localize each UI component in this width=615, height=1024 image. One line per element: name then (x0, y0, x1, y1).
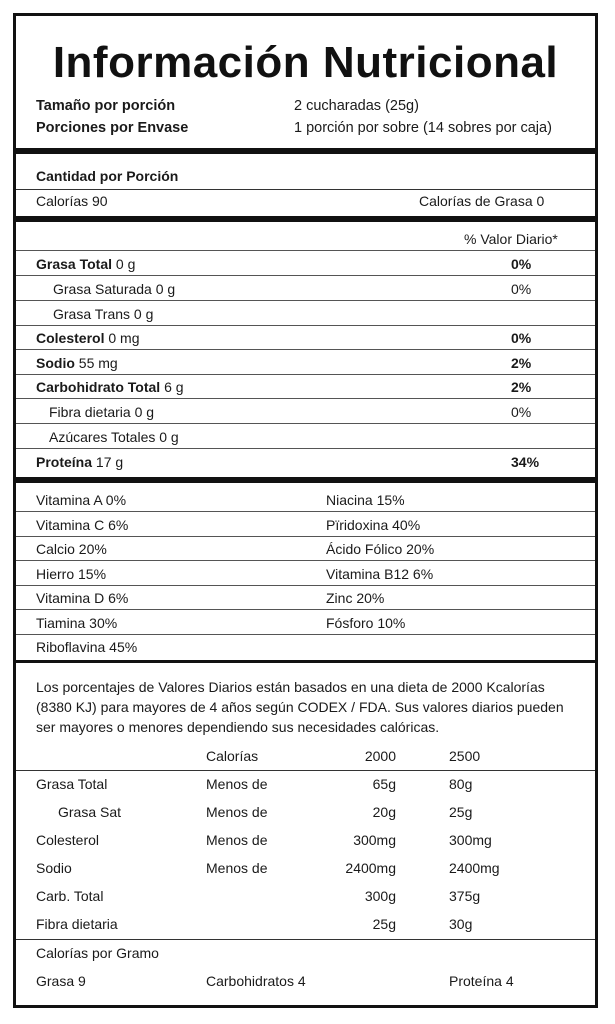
dv-qualifier: Menos de (206, 860, 268, 876)
vitamin-right: Vitamina B12 6% (326, 566, 434, 582)
dv-table-row (16, 884, 595, 908)
dv-2000: 20g (372, 804, 396, 820)
nutrient-pct: 34% (511, 454, 540, 470)
calories-per-gram-protein: Proteína 4 (449, 973, 514, 989)
dv-2500: 30g (449, 916, 473, 932)
dv-2000: 65g (372, 776, 396, 792)
vitamin-left: Vitamina C 6% (36, 517, 129, 533)
vitamin-right: Zinc 20% (326, 590, 385, 606)
nutrient-row-carbohidrato (16, 375, 595, 399)
dv-nutrient: Grasa Total (36, 776, 108, 792)
servings-per-container-value: 1 porción por sobre (14 sobres por caja) (294, 120, 552, 136)
calories: Calorías 90 (36, 193, 108, 209)
divider-thin (16, 770, 595, 771)
dv-2500: 2400mg (449, 860, 500, 876)
divider-medium (16, 660, 595, 663)
vitamin-left: Riboflavina 45% (36, 639, 138, 655)
dv-nutrient: Fibra dietaria (36, 916, 118, 932)
serving-size-label: Tamaño por porción (36, 98, 176, 114)
nutrient-pct: 0% (511, 281, 532, 297)
vitamin-right: Fósforo 10% (326, 615, 406, 631)
dv-nutrient: Grasa Sat (58, 804, 122, 820)
calories-per-gram-carbs: Carbohidratos 4 (206, 973, 306, 989)
nutrient-amount: 6 g (160, 379, 184, 395)
dv-2000: 2400mg (345, 860, 396, 876)
calories-per-gram-fat: Grasa 9 (36, 973, 86, 989)
dv-2000: 300g (364, 888, 396, 904)
nutrient-row-sodio (16, 351, 595, 375)
vitamin-row (16, 611, 595, 635)
nutrition-label (13, 13, 598, 1008)
dv-2500: 25g (449, 804, 473, 820)
nutrient-name: Grasa Total (36, 256, 112, 272)
divider-thin (16, 939, 595, 940)
vitamin-row (16, 586, 595, 610)
vitamin-row (16, 488, 595, 512)
nutrient-name: Fibra dietaria 0 g (49, 404, 155, 420)
nutrient-row-proteina (16, 450, 595, 474)
dv-table-row (16, 772, 595, 796)
vitamin-left: Calcio 20% (36, 541, 107, 557)
label-title: Información Nutricional (52, 38, 559, 87)
nutrient-pct: 0% (511, 330, 532, 346)
vitamin-left: Tiamina 30% (36, 615, 118, 631)
dv-header-2500: 2500 (449, 748, 481, 764)
nutrient-amount: 17 g (92, 454, 124, 470)
calories-per-gram-header-row (16, 941, 595, 965)
vitamin-left: Vitamina D 6% (36, 590, 129, 606)
fat-calories: Calorías de Grasa 0 (419, 193, 545, 209)
dv-header: % Valor Diario* (464, 231, 558, 247)
nutrient-name: Grasa Trans 0 g (53, 306, 154, 322)
vitamin-row (16, 537, 595, 561)
vitamin-right: Pïridoxina 40% (326, 517, 421, 533)
vitamin-right: Niacina 15% (326, 492, 405, 508)
dv-2500: 300mg (449, 832, 492, 848)
nutrient-amount: 0 g (112, 256, 136, 272)
nutrient-name: Azúcares Totales 0 g (49, 429, 179, 445)
nutrient-pct: 2% (511, 355, 532, 371)
vitamin-row (16, 562, 595, 586)
nutrient-name: Proteína (36, 454, 93, 470)
nutrient-row-grasa-saturada (16, 277, 595, 301)
nutrient-row-colesterol (16, 326, 595, 350)
vitamin-row (16, 635, 595, 659)
nutrient-amount: 55 mg (74, 355, 118, 371)
dv-qualifier: Menos de (206, 832, 268, 848)
divider-thick (16, 477, 595, 483)
vitamin-left: Hierro 15% (36, 566, 107, 582)
dv-table-row (16, 828, 595, 852)
dv-table-row (16, 800, 595, 824)
nutrient-name: Colesterol (36, 330, 105, 346)
dv-nutrient: Carb. Total (36, 888, 104, 904)
dv-table-header (16, 744, 595, 768)
nutrient-amount: 0 mg (104, 330, 140, 346)
dv-nutrient: Colesterol (36, 832, 100, 848)
nutrient-row-fibra (16, 400, 595, 424)
dv-2500: 80g (449, 776, 473, 792)
calories-row (16, 189, 595, 213)
dv-table-row (16, 856, 595, 880)
nutrient-name: Sodio (36, 355, 75, 371)
nutrient-name: Grasa Saturada 0 g (53, 281, 176, 297)
nutrient-row-azucares (16, 425, 595, 449)
footnote: Los porcentajes de Valores Diarios están basados en una dieta de 2000 Kcalorías (8380 KJ) para mayores de 4 años según CODEX / FDA. Sus valores diarios pueden ser mayores o menores dependiendo sus necesidades calóricas. (36, 679, 564, 735)
nutrient-pct: 0% (511, 256, 532, 272)
divider-thick (16, 148, 595, 154)
vitamin-row (16, 513, 595, 537)
amount-header-row (16, 164, 595, 188)
calories-per-gram-row (16, 969, 595, 993)
dv-header-calories: Calorías (206, 748, 259, 764)
dv-header-row (16, 227, 595, 251)
nutrient-row-grasa-trans (16, 302, 595, 326)
nutrient-pct: 2% (511, 379, 532, 395)
dv-header-2000: 2000 (364, 748, 396, 764)
servings-per-container-label: Porciones por Envase (36, 120, 189, 136)
calories-per-gram-header: Calorías por Gramo (36, 945, 159, 961)
vitamin-left: Vitamina A 0% (36, 492, 127, 508)
dv-qualifier: Menos de (206, 776, 268, 792)
divider-thick (16, 216, 595, 222)
dv-2000: 25g (372, 916, 396, 932)
dv-2000: 300mg (353, 832, 396, 848)
dv-2500: 375g (449, 888, 481, 904)
nutrient-row-grasa-total (16, 252, 595, 276)
dv-qualifier: Menos de (206, 804, 268, 820)
amount-header: Cantidad por Porción (36, 168, 179, 184)
dv-nutrient: Sodio (36, 860, 72, 876)
nutrient-name: Carbohidrato Total (36, 379, 161, 395)
serving-size-value: 2 cucharadas (25g) (294, 98, 419, 114)
nutrient-pct: 0% (511, 404, 532, 420)
vitamin-right: Ácido Fólico 20% (326, 541, 435, 557)
dv-table-row (16, 912, 595, 936)
